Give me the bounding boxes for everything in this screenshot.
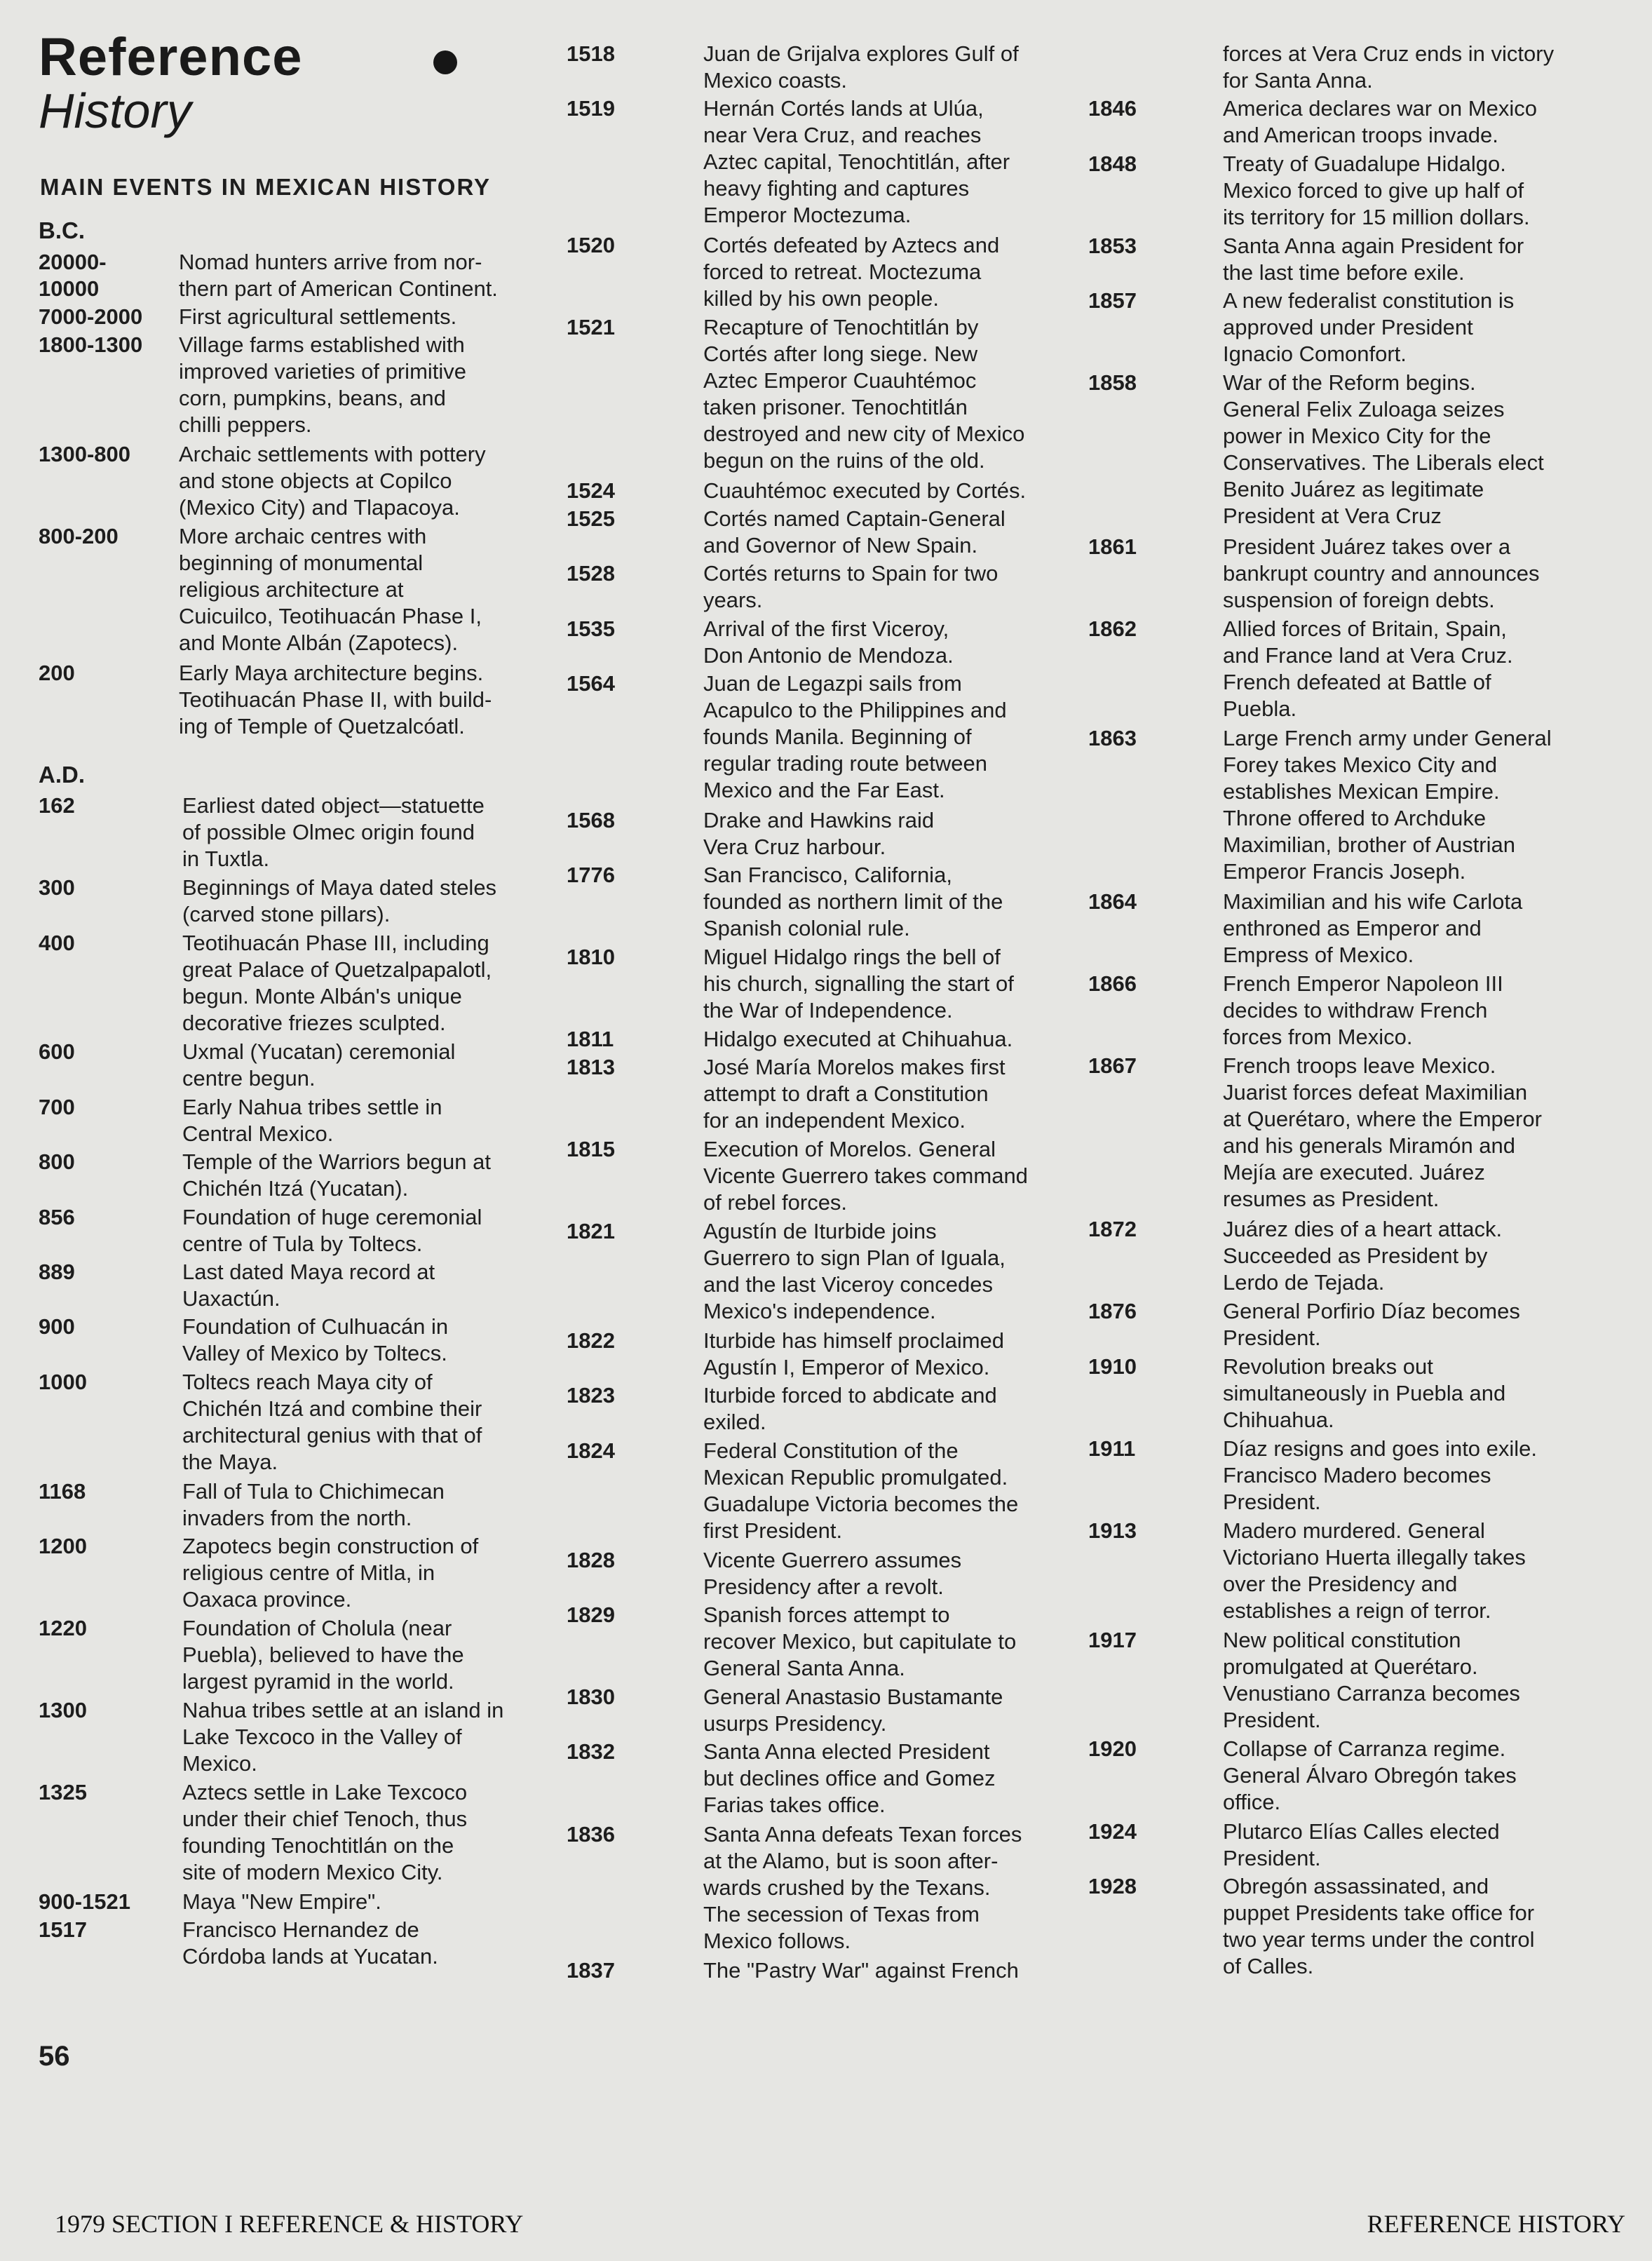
entry-text: Allied forces of Britain, Spain, and France land at Vera Cruz. French defeated at Battle of Puebla. <box>1223 616 1513 721</box>
entry-text: The "Pastry War" against French <box>703 1958 1019 1983</box>
entry-text: Maya "New Empire". <box>182 1889 381 1914</box>
entry-text: Miguel Hidalgo rings the bell of his church, signalling the start of the War of Independence. <box>703 945 1014 1023</box>
entry-text: Collapse of Carranza regime. General Álvaro Obregón takes office. <box>1223 1736 1517 1815</box>
entry-text: Obregón assassinated, and puppet Presidents take office for two year terms under the control of Calles. <box>1223 1873 1535 1978</box>
entry-year: 889 <box>39 1259 75 1284</box>
entry-year: 1810 <box>567 945 615 970</box>
entry-text: General Porfirio Díaz becomes President. <box>1223 1299 1520 1351</box>
entry-text: Juan de Legazpi sails from Acapulco to the Philippines and founds Manila. Beginning of regular trading route between Mexico and the Far East. <box>703 671 1007 803</box>
entry-text: Earliest dated object—statuette of possible Olmec origin found in Tuxtla. <box>182 793 485 871</box>
entry-text: Execution of Morelos. General Vicente Guerrero takes command of rebel forces. <box>703 1137 1028 1215</box>
entry-year: 1822 <box>567 1328 615 1353</box>
entry-text: Juárez dies of a heart attack. Succeeded as President by Lerdo de Tejada. <box>1223 1217 1503 1295</box>
entry-year: 1917 <box>1088 1627 1137 1652</box>
entry-year: 1815 <box>567 1137 615 1161</box>
entry-text: Treaty of Guadalupe Hidalgo. Mexico forced to give up half of its territory for 15 million dollars. <box>1223 151 1530 229</box>
entry-year: 1836 <box>567 1821 615 1847</box>
entry-year: 900-1521 <box>39 1889 131 1914</box>
entry-year: 1168 <box>39 1478 86 1504</box>
entry-year: 1528 <box>567 561 615 586</box>
entry-text: Cortés defeated by Aztecs and forced to retreat. Moctezuma killed by his own people. <box>703 232 1000 311</box>
entry-text: Nahua tribes settle at an island in Lake Texcoco in the Valley of Mexico. <box>182 1698 504 1776</box>
entry-year: 1823 <box>567 1383 615 1408</box>
entry-text: Plutarco Elías Calles elected President. <box>1223 1818 1500 1870</box>
entry-text: José María Morelos makes first attempt to draft a Constitution for an independent Mexico. <box>703 1054 1006 1133</box>
entry-text: Drake and Hawkins raid Vera Cruz harbour. <box>703 807 935 859</box>
entry-year: 1866 <box>1088 971 1137 996</box>
entry-text: Cortés returns to Spain for two years. <box>703 561 998 613</box>
entry-year: 1863 <box>1088 725 1137 750</box>
entry-text: Foundation of Culhuacán in Valley of Mexico by Toltecs. <box>182 1314 449 1366</box>
entry-text: Temple of the Warriors begun at Chichén Itzá (Yucatan). <box>182 1149 491 1201</box>
entry-year: 1829 <box>567 1602 615 1627</box>
entry-year: 1813 <box>567 1054 615 1079</box>
entry-text: Teotihuacán Phase III, including great Palace of Quetzalpapalotl, begun. Monte Albán's unique decorative friezes sculpted. <box>182 930 492 1035</box>
entry-text: Federal Constitution of the Mexican Republic promulgated. Guadalupe Victoria becomes the first President. <box>703 1438 1019 1543</box>
entry-text: San Francisco, California, founded as northern limit of the Spanish colonial rule. <box>703 863 1003 940</box>
entry-text: Juan de Grijalva explores Gulf of Mexico coasts. <box>703 41 1019 93</box>
entry-year: 1517 <box>39 1917 87 1942</box>
entry-year: 1524 <box>567 478 615 504</box>
entry-text: Large French army under General Forey takes Mexico City and establishes Mexican Empire. Throne offered to Archduke Maximilian, brother of Austrian Emperor Francis Joseph. <box>1223 725 1552 884</box>
entry-year: 20000- 10000 <box>39 250 107 301</box>
entry-text: Toltecs reach Maya city of Chichén Itzá and combine their architectural genius with that of the Maya. <box>182 1369 482 1474</box>
entry-text: French Emperor Napoleon III decides to withdraw French forces from Mexico. <box>1223 971 1503 1049</box>
entry-year: 1862 <box>1088 616 1137 641</box>
entry-year: 1564 <box>567 671 615 696</box>
entry-text: forces at Vera Cruz ends in victory for Santa Anna. <box>1223 41 1555 93</box>
entry-text: Hernán Cortés lands at Ulúa, near Vera Cruz, and reaches Aztec capital, Tenochtitlán, after heavy fighting and captures Emperor Moctezuma. <box>703 96 1010 228</box>
entry-year: 1861 <box>1088 534 1137 559</box>
entry-text: Cortés named Captain-General and Governor of New Spain. <box>703 506 1006 558</box>
entry-text: Hidalgo executed at Chihuahua. <box>703 1027 1013 1052</box>
entry-year: 1911 <box>1088 1436 1136 1461</box>
entry-year: 1876 <box>1088 1299 1137 1324</box>
entry-year: 1300 <box>39 1698 87 1723</box>
entry-text: Archaic settlements with pottery and stone objects at Copilco (Mexico City) and Tlapacoya. <box>179 441 486 520</box>
page-number: 56 <box>39 2041 70 2072</box>
section-title: MAIN EVENTS IN MEXICAN HISTORY <box>40 174 492 200</box>
bullet-dot-icon <box>433 50 457 74</box>
entry-year: 1924 <box>1088 1818 1137 1844</box>
entry-year: 1300-800 <box>39 441 131 466</box>
entry-text: Santa Anna elected President but declines office and Gomez Farias takes office. <box>703 1739 996 1818</box>
entry-text: Recapture of Tenochtitlán by Cortés after long siege. New Aztec Emperor Cuauhtémoc taken prisoner. Tenochtitlán destroyed and new city of Mexico begun on the ruins of the old. <box>703 315 1025 473</box>
entry-year: 800-200 <box>39 524 119 548</box>
entry-year: 700 <box>39 1094 75 1119</box>
entry-year: 300 <box>39 875 75 900</box>
entry-year: 1867 <box>1088 1053 1137 1078</box>
entry-year: 600 <box>39 1039 75 1065</box>
entry-year: 1000 <box>39 1369 87 1394</box>
entry-text: America declares war on Mexico and American troops invade. <box>1223 96 1537 148</box>
entry-year: 1853 <box>1088 233 1137 258</box>
entry-year: 1568 <box>567 807 615 832</box>
entry-year: 800 <box>39 1149 75 1175</box>
entry-year: 400 <box>39 930 75 955</box>
entry-text: French troops leave Mexico. Juarist forces defeat Maximilian at Querétaro, where the Emperor and his generals Miramón and Mejía are executed. Juárez resumes as President. <box>1223 1053 1542 1211</box>
entry-year: 1824 <box>567 1438 615 1463</box>
entry-year: 162 <box>39 793 75 818</box>
entry-year: 200 <box>39 660 75 685</box>
entry-year: 1520 <box>567 232 615 257</box>
entry-year: 1220 <box>39 1616 87 1640</box>
entry-year: 1535 <box>567 616 615 641</box>
entry-year: 1913 <box>1088 1518 1137 1543</box>
entry-text: More archaic centres with beginning of monumental religious architecture at Cuicuilco, Teotihuacán Phase I, and Monte Albán (Zapotecs). <box>179 524 482 655</box>
entry-text: Madero murdered. General Victoriano Huerta illegally takes over the Presidency and establishes a reign of terror. <box>1223 1518 1526 1623</box>
entry-text: Maximilian and his wife Carlota enthroned as Emperor and Empress of Mexico. <box>1223 889 1523 967</box>
entry-text: Aztecs settle in Lake Texcoco under their chief Tenoch, thus founding Tenochtitlán on the site of modern Mexico City. <box>182 1780 468 1885</box>
entry-text: Nomad hunters arrive from nor- thern part of American Continent. <box>179 250 498 301</box>
entry-text: Vicente Guerrero assumes Presidency after a revolt. <box>703 1547 962 1599</box>
entry-year: 1857 <box>1088 288 1137 313</box>
entry-year: 856 <box>39 1204 75 1229</box>
entry-text: New political constitution promulgated at Querétaro. Venustiano Carranza becomes President. <box>1223 1627 1520 1732</box>
entry-year: 1872 <box>1088 1217 1137 1242</box>
entry-year: 1830 <box>567 1685 615 1709</box>
entry-year: 1928 <box>1088 1873 1137 1898</box>
entry-year: 900 <box>39 1314 75 1339</box>
entry-year: 1800-1300 <box>39 332 143 358</box>
entry-text: Foundation of Cholula (near Puebla), believed to have the largest pyramid in the world. <box>182 1616 464 1694</box>
entry-year: 1525 <box>567 506 615 531</box>
entry-text: Cuauhtémoc executed by Cortés. <box>703 478 1027 504</box>
entry-text: Spanish forces attempt to recover Mexico, but capitulate to General Santa Anna. <box>703 1602 1017 1680</box>
entry-text: Francisco Hernandez de Córdoba lands at Yucatan. <box>182 1917 438 1969</box>
entry-year: 1832 <box>567 1739 615 1764</box>
entry-text: A new federalist constitution is approved under President Ignacio Comonfort. <box>1223 288 1515 367</box>
entry-text: President Juárez takes over a bankrupt country and announces suspension of foreign debts. <box>1223 534 1540 612</box>
footer-right: REFERENCE HISTORY <box>1367 2210 1625 2238</box>
entry-text: War of the Reform begins. General Felix Zuloaga seizes power in Mexico City for the Conservatives. The Liberals elect Benito Juárez as legitimate President at Vera Cruz <box>1223 370 1544 529</box>
entry-text: Iturbide forced to abdicate and exiled. <box>703 1383 997 1435</box>
ad-label: A.D. <box>39 762 85 788</box>
page-title: Reference <box>39 27 303 87</box>
entry-text: Revolution breaks out simultaneously in Puebla and Chihuahua. <box>1223 1354 1506 1432</box>
entry-year: 1828 <box>567 1547 615 1572</box>
entry-year: 1521 <box>567 315 615 339</box>
footer-left: 1979 SECTION I REFERENCE & HISTORY <box>55 2210 524 2238</box>
entry-text: Santa Anna again President for the last time before exile. <box>1223 233 1524 285</box>
entry-year: 1519 <box>567 96 615 121</box>
page-subtitle: History <box>39 83 191 138</box>
entry-text: Zapotecs begin construction of religious centre of Mitla, in Oaxaca province. <box>182 1533 479 1612</box>
entry-year: 1776 <box>567 863 615 887</box>
entry-year: 1325 <box>39 1780 87 1805</box>
entry-text: General Anastasio Bustamante usurps Presidency. <box>703 1685 1003 1736</box>
entry-text: Fall of Tula to Chichimecan invaders from the north. <box>182 1478 445 1530</box>
entry-year: 7000-2000 <box>39 304 143 330</box>
entry-year: 1821 <box>567 1219 615 1244</box>
entry-text: Agustín de Iturbide joins Guerrero to sign Plan of Iguala, and the last Viceroy concedes Mexico's independence. <box>703 1219 1006 1324</box>
entry-year: 1200 <box>39 1533 87 1558</box>
entry-year: 1920 <box>1088 1736 1137 1762</box>
entry-year: 1910 <box>1088 1354 1137 1379</box>
entry-text: Iturbide has himself proclaimed Agustín I, Emperor of Mexico. <box>703 1328 1005 1379</box>
entry-text: Beginnings of Maya dated steles (carved stone pillars). <box>182 875 497 927</box>
entry-year: 1846 <box>1088 96 1137 121</box>
entry-year: 1858 <box>1088 370 1137 396</box>
entry-year: 1848 <box>1088 151 1137 176</box>
entry-text: Santa Anna defeats Texan forces at the Alamo, but is soon after- wards crushed by the Texans. The secession of Texas from Mexico follows. <box>703 1821 1022 1953</box>
entry-year: 1864 <box>1088 889 1137 914</box>
entry-text: Last dated Maya record at Uaxactún. <box>182 1259 435 1311</box>
entry-text: Uxmal (Yucatan) ceremonial centre begun. <box>182 1039 456 1091</box>
entry-text: Village farms established with improved varieties of primitive corn, pumpkins, beans, and chilli peppers. <box>179 332 467 438</box>
entry-text: Foundation of huge ceremonial centre of Tula by Toltecs. <box>182 1204 482 1256</box>
entry-text: Early Nahua tribes settle in Central Mexico. <box>182 1094 442 1146</box>
entry-text: First agricultural settlements. <box>179 304 457 330</box>
entry-year: 1811 <box>567 1027 614 1052</box>
entry-text: Arrival of the first Viceroy, Don Antonio de Mendoza. <box>703 616 954 668</box>
entry-text: Early Maya architecture begins. Teotihuacán Phase II, with build- ing of Temple of Quetzalcóatl. <box>179 660 492 738</box>
entry-year: 1518 <box>567 41 615 66</box>
entry-text: Díaz resigns and goes into exile. Francisco Madero becomes President. <box>1223 1436 1538 1514</box>
bc-label: B.C. <box>39 217 85 243</box>
entry-year: 1837 <box>567 1958 615 1983</box>
